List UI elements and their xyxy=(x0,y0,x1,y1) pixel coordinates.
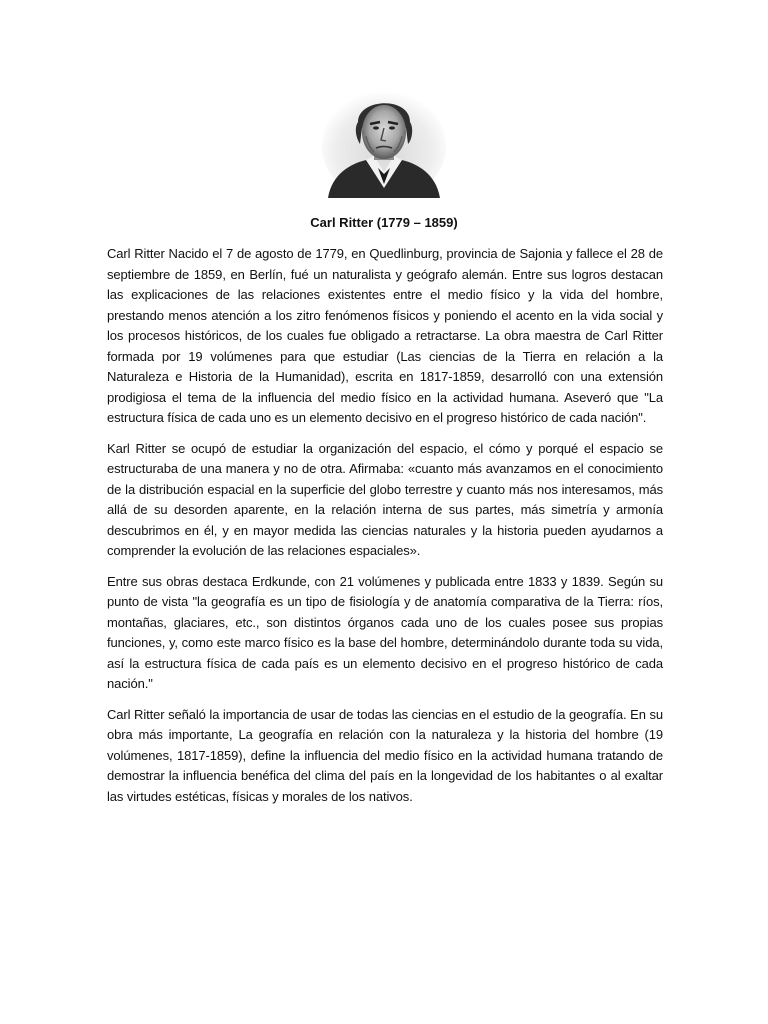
portrait-image xyxy=(322,88,446,198)
paragraph-4: Carl Ritter señaló la importancia de usar de todas las ciencias en el estudio de la geografía. En su obra más importante, La geografía en relación con la naturaleza y la historia del hombre (19 volúmenes, 1817-1859), define la influencia del medio físico en la actividad humana tratando de demostrar la influencia benéfica del clima del país en la longevidad de los habitantes o al exaltar las virtudes estéticas, físicas y morales de los nativos. xyxy=(107,706,663,804)
page-title: Carl Ritter (1779 – 1859) xyxy=(310,215,458,230)
paragraph-1: Carl Ritter Nacido el 7 de agosto de 1779, en Quedlinburg, provincia de Sajonia y fallece el 28 de septiembre de 1859, en Berlín, fué un naturalista y geógrafo alemán. Entre sus logros destacan las explicaciones de las relaciones existentes entre el medio físico y la vida del hombre, prestando menos atención a los zitro fenómenos físicos y poniendo el acento en la vida social y los procesos históricos, de los cuales fue obligado a retractarse. La obra maestra de Carl Ritter formada por 19 volúmenes para que estudiar (Las ciencias de la Tierra en relación a la Naturaleza e Historia de la Humanidad), escrita en 1817-1859, desarrolló con una extensión prodigiosa el tema de la influencia del medio físico en la actividad humana. Aseveró que "La estructura física de cada uno es un elemento decisivo en el progreso histórico de cada nación". xyxy=(107,246,663,425)
paragraph-3: Entre sus obras destaca Erdkunde, con 21 volúmenes y publicada entre 1833 y 1839. Según su punto de vista "la geografía es un tipo de fisiología y de anatomía comparativa de la Tierra: ríos, montañas, glaciares, etc., son distintos órganos cada uno de los cuales posee sus propias funciones, y, como este marco físico es la base del hombre, determinándolo durante toda su vida, así la estructura física de cada país es un elemento decisivo en el progreso histórico de cada nación." xyxy=(107,573,663,691)
document-body xyxy=(107,244,663,817)
paragraph-2: Karl Ritter se ocupó de estudiar la organización del espacio, el cómo y porqué el espacio se estructuraba de una manera y no de otra. Afirmaba: «cuanto más avanzamos en el conocimiento de la distribución espacial en la superficie del globo terrestre y cuanto más nos interesamos, más allá de su desorden aparente, en la relación interna de sus partes, más simetría y armonía descubrimos en él, y en mayor medida las ciencias naturales y la historia pueden ayudarnos a comprender la evolución de las relaciones espaciales». xyxy=(107,440,663,558)
